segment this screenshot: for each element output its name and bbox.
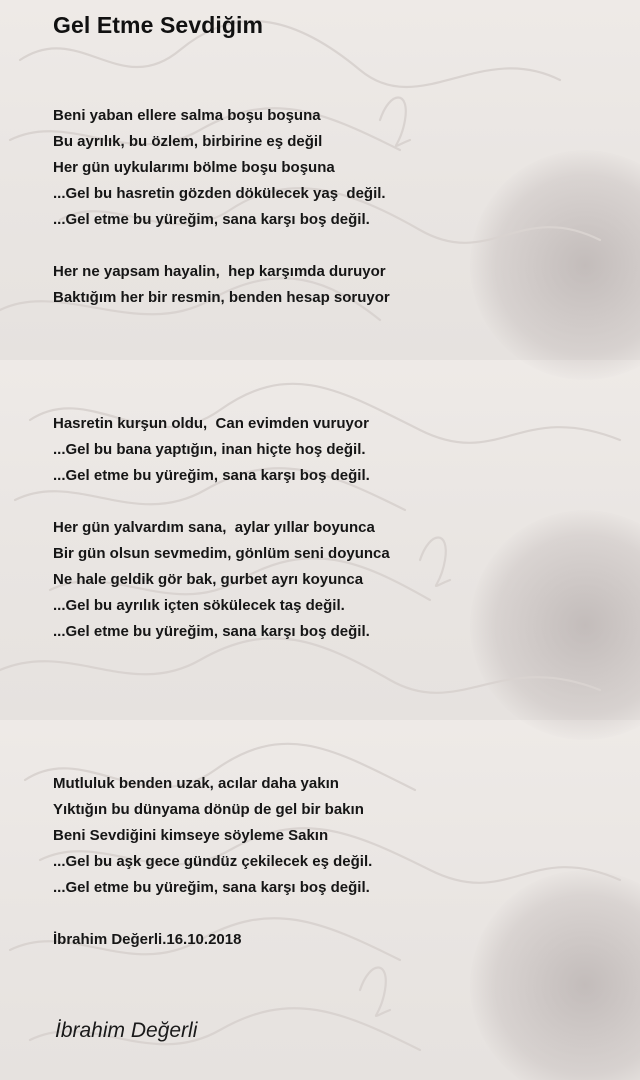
poem-line: Beni Sevdiğini kimseye söyleme Sakın <box>53 827 329 844</box>
stanza <box>53 411 370 489</box>
poem-line: Mutluluk benden uzak, acılar daha yakın <box>53 775 339 792</box>
poem-line: ...Gel etme bu yüreğim, sana karşı boş değil. <box>53 879 370 896</box>
poem-line: Her ne yapsam hayalin, hep karşımda duruyor <box>53 263 386 280</box>
poem-line: Her gün yalvardım sana, aylar yıllar boyunca <box>53 519 375 536</box>
signature-line <box>53 927 241 953</box>
stanza <box>53 259 390 311</box>
poem-line: ...Gel etme bu yüreğim, sana karşı boş değil. <box>53 623 370 640</box>
poem-line: Her gün uykularımı bölme boşu boşuna <box>53 159 335 176</box>
poem-line: ...Gel bu aşk gece gündüz çekilecek eş değil. <box>53 853 373 870</box>
stanza <box>53 103 386 233</box>
poem-line: Ne hale geldik gör bak, gurbet ayrı koyunca <box>53 571 364 588</box>
poem-line: Bir gün olsun sevmedim, gönlüm seni doyunca <box>53 545 390 562</box>
poem-line: Yıktığın bu dünyama dönüp de gel bir bakın <box>53 801 364 818</box>
stanza <box>53 515 390 645</box>
poem-line: ...Gel etme bu yüreğim, sana karşı boş değil. <box>53 211 370 228</box>
poem-line: ...Gel bu bana yaptığın, inan hiçte hoş değil. <box>53 441 366 458</box>
poem-title: Gel Etme Sevdiğim <box>53 12 264 38</box>
poem-line: ...Gel bu hasretin gözden dökülecek yaş değil. <box>53 185 386 202</box>
poem-line: Hasretin kurşun oldu, Can evimden vuruyor <box>53 415 369 432</box>
poem-line: Bu ayrılık, bu özlem, birbirine eş değil <box>53 133 323 150</box>
poem-line: ...Gel etme bu yüreğim, sana karşı boş değil. <box>53 467 370 484</box>
poem-line: İbrahim Değerli.16.10.2018 <box>53 931 242 948</box>
author-name: İbrahim Değerli <box>55 1019 198 1042</box>
poem-line: Baktığım her bir resmin, benden hesap soruyor <box>53 289 390 306</box>
poem-line: ...Gel bu ayrılık içten sökülecek taş değil. <box>53 597 345 614</box>
stanza <box>53 771 372 901</box>
poem-line: Beni yaban ellere salma boşu boşuna <box>53 107 321 124</box>
